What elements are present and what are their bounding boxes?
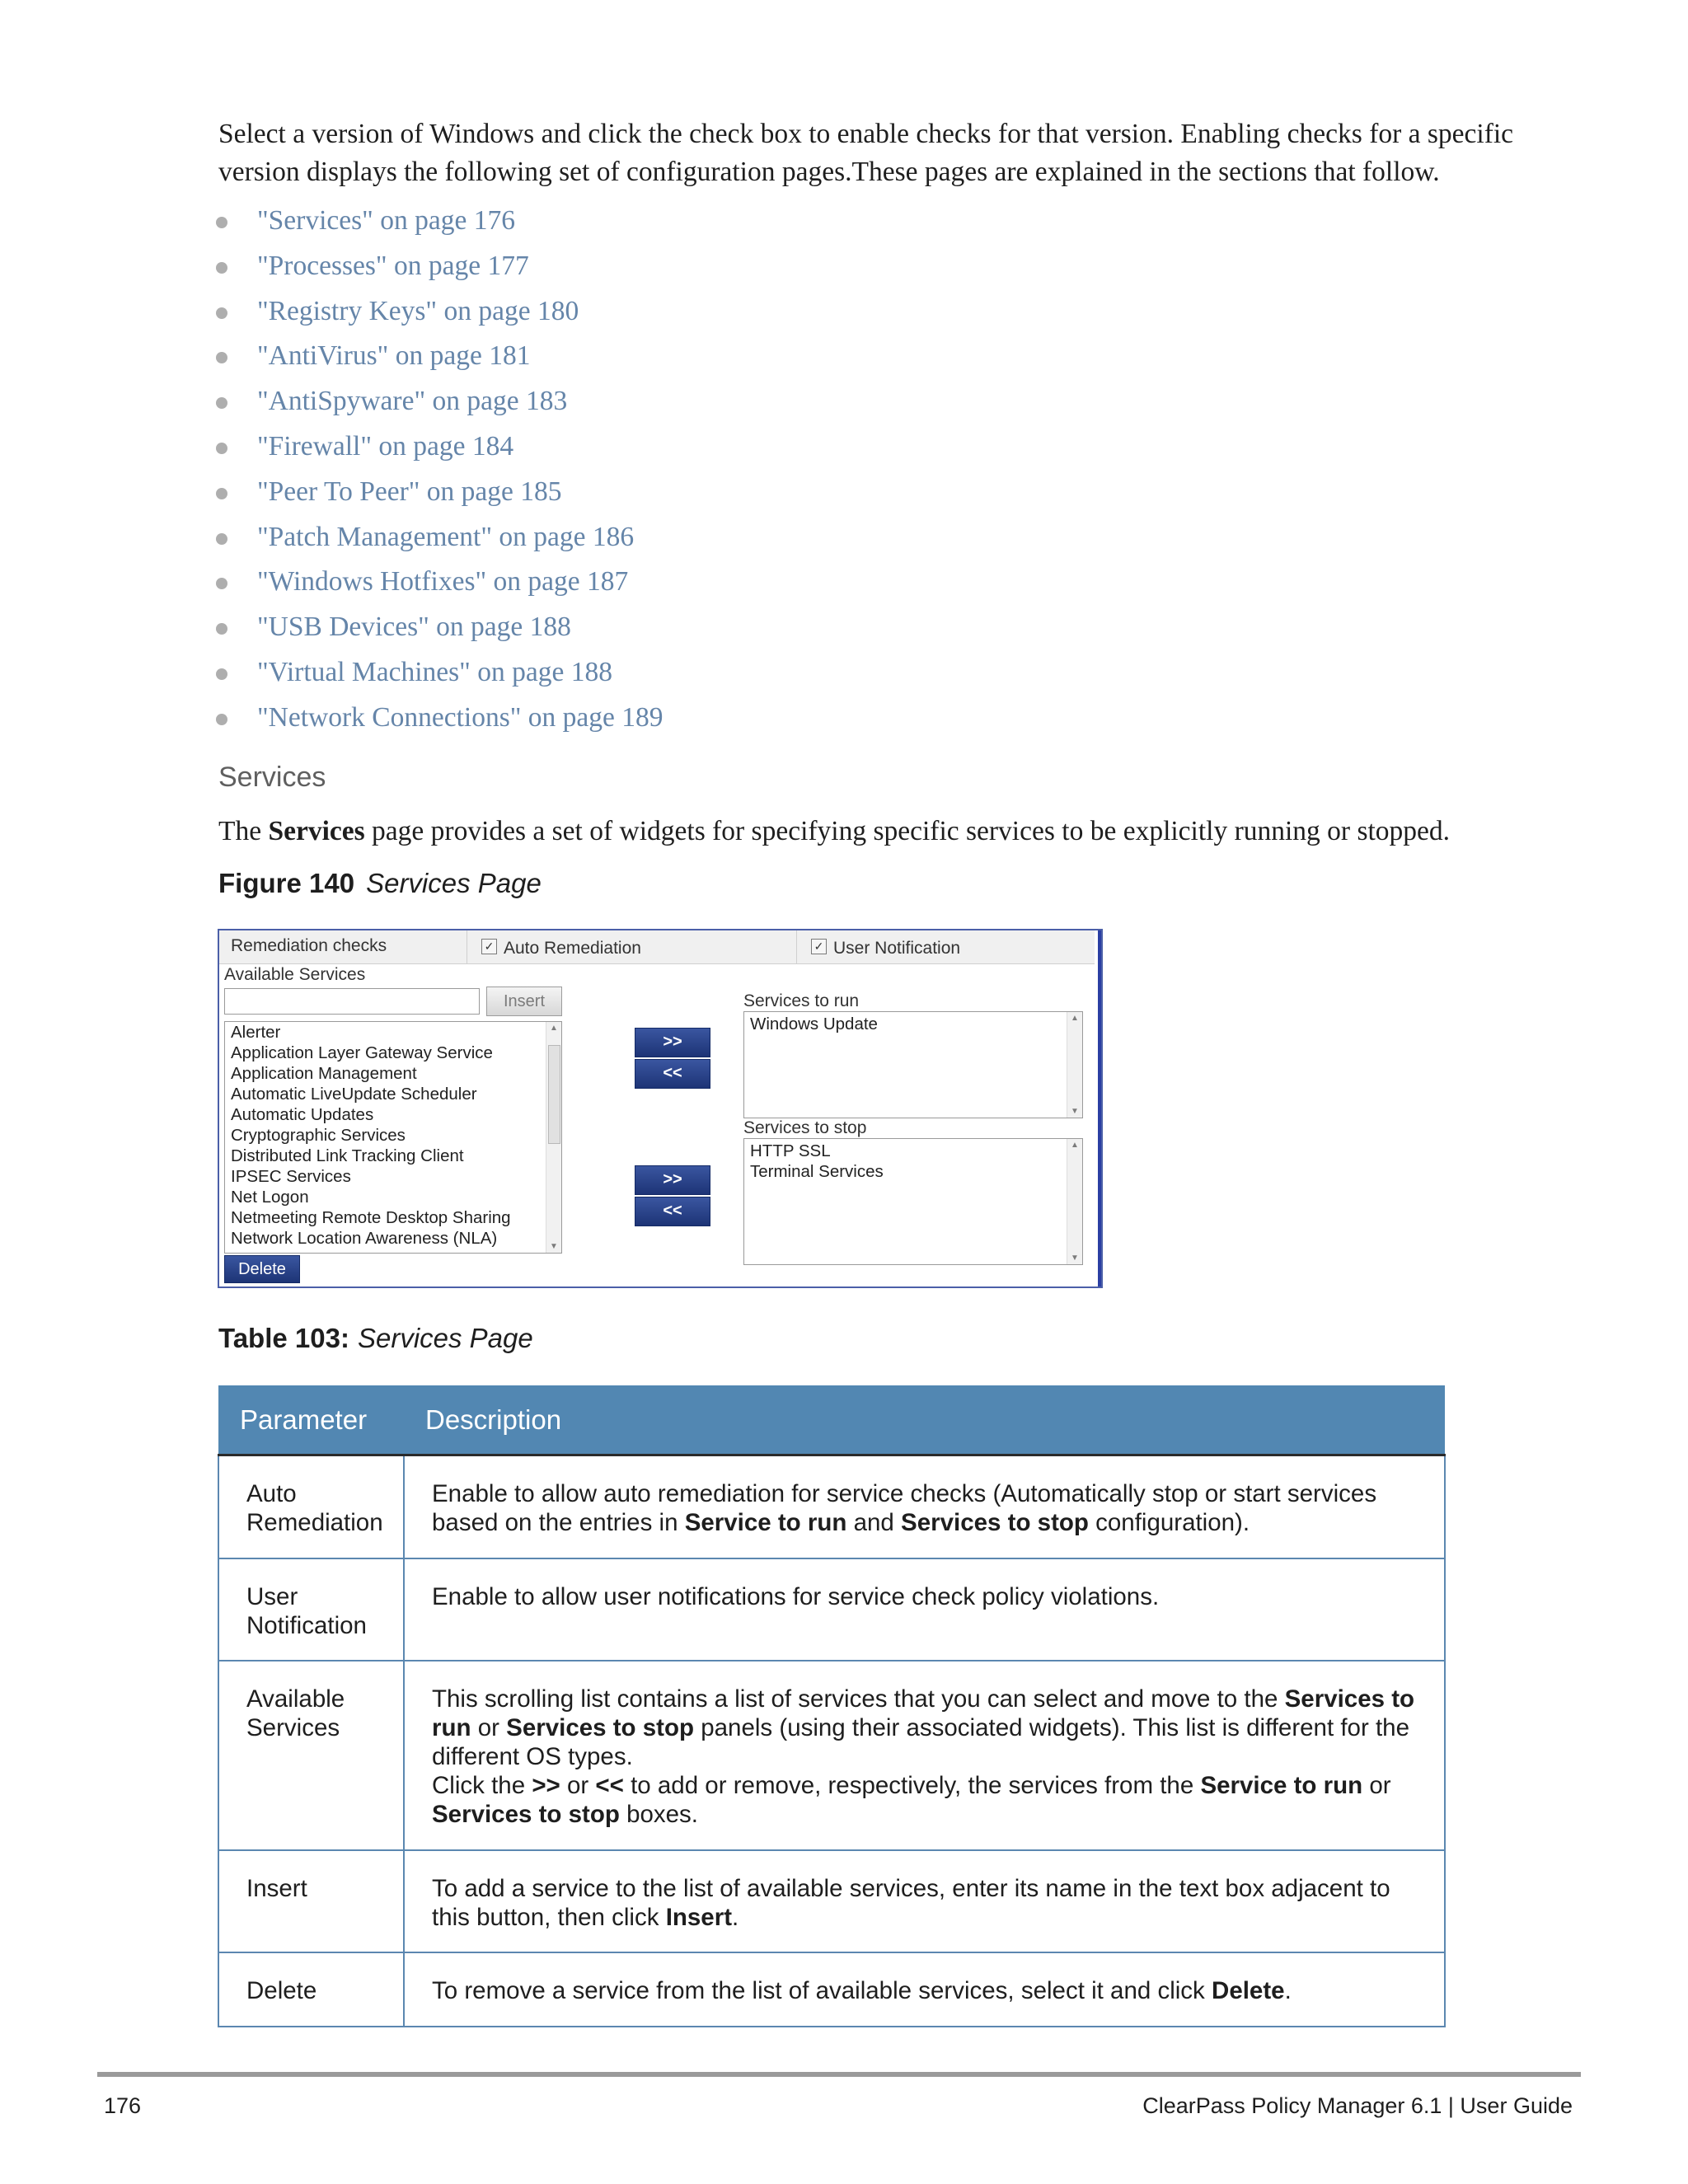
table-row bbox=[218, 1455, 1445, 1558]
intro-paragraph: Select a version of Windows and click the check box to enable checks for that version. Enabling checks for a specific version displays the following set of configuration pages.These pages are explained in the sections that follow. bbox=[218, 119, 1514, 187]
scroll-up-icon[interactable]: ▲ bbox=[1071, 1014, 1079, 1023]
link-processes[interactable]: "Processes" on page 177 bbox=[257, 250, 529, 281]
auto-remediation-label: Auto Remediation bbox=[504, 939, 641, 958]
add-to-run-button[interactable]: >> bbox=[635, 1028, 710, 1057]
description-column-header: Description bbox=[404, 1385, 1445, 1455]
bullet-icon bbox=[216, 488, 227, 499]
description-text: or bbox=[471, 1713, 507, 1741]
table-row bbox=[218, 1850, 1445, 1952]
link-registry-keys[interactable]: "Registry Keys" on page 180 bbox=[257, 295, 579, 326]
list-item[interactable]: Distributed Link Tracking Client bbox=[231, 1146, 464, 1165]
table-row bbox=[218, 1952, 1445, 2027]
description-text: to add or remove, respectively, the services from the bbox=[623, 1771, 1201, 1799]
table-row bbox=[218, 1661, 1445, 1850]
description-text: This scrolling list contains a list of services that you can select and move to the bbox=[432, 1685, 1285, 1713]
services-to-stop-label: Services to stop bbox=[743, 1118, 867, 1137]
scroll-down-icon[interactable]: ▼ bbox=[550, 1242, 558, 1251]
table-number: Table 103: bbox=[218, 1323, 349, 1353]
bullet-icon bbox=[216, 397, 227, 409]
parameter-cell: Available Services bbox=[218, 1661, 404, 1850]
table-body bbox=[218, 1455, 1445, 2027]
link-peer-to-peer[interactable]: "Peer To Peer" on page 185 bbox=[257, 476, 562, 507]
section-links-list bbox=[216, 202, 663, 744]
scroll-down-icon[interactable]: ▼ bbox=[1071, 1254, 1079, 1263]
delete-button[interactable]: Delete bbox=[224, 1255, 300, 1283]
new-service-input[interactable] bbox=[224, 988, 480, 1015]
bullet-icon bbox=[216, 443, 227, 454]
bold-term: Delete bbox=[1212, 1976, 1285, 2004]
description-text: boxes. bbox=[619, 1800, 699, 1828]
list-item[interactable]: Net Logon bbox=[231, 1188, 309, 1207]
list-scrollbar[interactable] bbox=[546, 1022, 561, 1253]
bold-term: Services to run bbox=[432, 1685, 1415, 1741]
list-item[interactable]: IPSEC Services bbox=[231, 1167, 351, 1186]
auto-remediation-checkbox[interactable]: ✓ bbox=[481, 939, 497, 954]
link-services[interactable]: "Services" on page 176 bbox=[257, 205, 515, 236]
description-cell bbox=[404, 1850, 1445, 1952]
link-item bbox=[216, 699, 663, 744]
list-scrollbar[interactable] bbox=[1067, 1012, 1082, 1118]
link-item bbox=[216, 473, 663, 518]
bold-term: Service to run bbox=[1200, 1771, 1363, 1799]
link-item bbox=[216, 563, 663, 608]
description-cell bbox=[404, 1952, 1445, 2027]
window-edge bbox=[1098, 930, 1101, 1286]
description-text: . bbox=[1284, 1976, 1292, 2004]
link-item bbox=[216, 382, 663, 428]
figure-caption bbox=[218, 868, 542, 899]
list-item[interactable]: Cryptographic Services bbox=[231, 1126, 406, 1145]
parameter-cell: Delete bbox=[218, 1952, 404, 2027]
link-usb-devices[interactable]: "USB Devices" on page 188 bbox=[257, 612, 571, 643]
bullet-icon bbox=[216, 714, 227, 725]
list-item[interactable]: Network Location Awareness (NLA) bbox=[231, 1229, 498, 1248]
table-row bbox=[218, 1558, 1445, 1661]
list-scrollbar[interactable] bbox=[1067, 1139, 1082, 1264]
parameter-cell: User Notification bbox=[218, 1558, 404, 1661]
link-antispyware[interactable]: "AntiSpyware" on page 183 bbox=[257, 386, 568, 417]
description-text: panels (using their associated widgets). This list is different for the different OS types. bbox=[432, 1713, 1409, 1770]
parameter-cell: Insert bbox=[218, 1850, 404, 1952]
link-network-connections[interactable]: "Network Connections" on page 189 bbox=[257, 701, 663, 733]
bold-term: Services to stop bbox=[432, 1800, 620, 1828]
bullet-icon bbox=[216, 533, 227, 545]
description-text: Click the bbox=[432, 1771, 532, 1799]
footer-title: ClearPass Policy Manager 6.1 | User Guide bbox=[1142, 2093, 1573, 2118]
scroll-up-icon[interactable]: ▲ bbox=[1071, 1141, 1079, 1150]
description-cell bbox=[404, 1661, 1445, 1850]
bullet-icon bbox=[216, 262, 227, 274]
bold-term: << bbox=[595, 1771, 624, 1799]
available-services-label: Available Services bbox=[224, 965, 366, 984]
scroll-up-icon[interactable]: ▲ bbox=[550, 1024, 558, 1033]
link-virtual-machines[interactable]: "Virtual Machines" on page 188 bbox=[257, 656, 612, 687]
page-number: 176 bbox=[104, 2093, 142, 2118]
remediation-checks-label: Remediation checks bbox=[231, 936, 387, 955]
description-text: . bbox=[732, 1903, 739, 1931]
description-text: Enable to allow auto remediation for service checks (Automatically stop or start services based on the entries in bbox=[432, 1480, 1377, 1536]
remove-from-stop-button[interactable]: << bbox=[635, 1197, 710, 1226]
add-to-stop-button[interactable]: >> bbox=[635, 1165, 710, 1195]
services-paragraph-bold: Services bbox=[268, 816, 365, 846]
table-title: Services Page bbox=[357, 1323, 533, 1353]
link-item bbox=[216, 608, 663, 654]
insert-button[interactable]: Insert bbox=[486, 987, 562, 1016]
list-item[interactable]: Automatic Updates bbox=[231, 1105, 374, 1124]
link-item bbox=[216, 293, 663, 338]
bold-term: >> bbox=[532, 1771, 560, 1799]
table-caption bbox=[218, 1323, 533, 1354]
bullet-icon bbox=[216, 352, 227, 363]
parameters-table bbox=[218, 1385, 1446, 2027]
description-text: Enable to allow user notifications for service check policy violations. bbox=[432, 1582, 1160, 1610]
list-item[interactable]: Windows Update bbox=[750, 1015, 878, 1033]
services-heading: Services bbox=[218, 762, 326, 793]
list-item[interactable]: Terminal Services bbox=[750, 1162, 884, 1181]
list-item[interactable]: HTTP SSL bbox=[750, 1141, 831, 1160]
user-notification-label: User Notification bbox=[833, 939, 961, 958]
bullet-icon bbox=[216, 307, 227, 319]
services-paragraph-lead: The bbox=[218, 816, 269, 846]
list-item[interactable]: Automatic LiveUpdate Scheduler bbox=[231, 1085, 477, 1104]
services-to-run-label: Services to run bbox=[743, 991, 860, 1010]
description-cell bbox=[404, 1455, 1445, 1558]
link-item bbox=[216, 428, 663, 473]
link-item bbox=[216, 654, 663, 699]
bold-term: Service to run bbox=[684, 1509, 847, 1536]
link-firewall[interactable]: "Firewall" on page 184 bbox=[257, 430, 514, 462]
services-paragraph-rest: page provides a set of widgets for specifying specific services to be explicitly running or stopped. bbox=[364, 816, 1451, 846]
list-item[interactable]: Application Management bbox=[231, 1064, 417, 1083]
list-item[interactable]: Netmeeting Remote Desktop Sharing bbox=[231, 1208, 511, 1227]
services-page-screenshot bbox=[218, 929, 1103, 1288]
remove-from-run-button[interactable]: << bbox=[635, 1059, 710, 1089]
description-text: To add a service to the list of available services, enter its name in the text box adjacent to this button, then click bbox=[432, 1874, 1390, 1931]
description-cell bbox=[404, 1558, 1445, 1661]
bold-term: Insert bbox=[665, 1903, 733, 1931]
description-text: or bbox=[560, 1771, 596, 1799]
list-item[interactable]: Application Layer Gateway Service bbox=[231, 1043, 493, 1062]
link-patch-management[interactable]: "Patch Management" on page 186 bbox=[257, 521, 635, 552]
bullet-icon bbox=[216, 217, 227, 228]
description-text: configuration). bbox=[1088, 1509, 1250, 1536]
description-text: or bbox=[1362, 1771, 1391, 1799]
link-item bbox=[216, 202, 663, 247]
bullet-icon bbox=[216, 623, 227, 635]
figure-title: Services Page bbox=[366, 868, 542, 898]
services-to-run-list[interactable] bbox=[743, 1011, 1083, 1118]
available-services-list[interactable] bbox=[224, 1021, 562, 1254]
bold-term: Services to stop bbox=[901, 1509, 1089, 1536]
link-item bbox=[216, 247, 663, 293]
services-to-stop-list[interactable] bbox=[743, 1138, 1083, 1265]
description-text: To remove a service from the list of available services, select it and click bbox=[432, 1976, 1212, 2004]
parameter-cell: Auto Remediation bbox=[218, 1455, 404, 1558]
parameter-column-header: Parameter bbox=[218, 1385, 404, 1455]
list-item[interactable]: Alerter bbox=[231, 1023, 281, 1042]
description-text: and bbox=[846, 1509, 902, 1536]
bullet-icon bbox=[216, 668, 227, 680]
table-header-row bbox=[218, 1385, 1445, 1455]
link-item bbox=[216, 337, 663, 382]
scroll-thumb[interactable] bbox=[548, 1045, 560, 1144]
link-item bbox=[216, 518, 663, 564]
user-notification-checkbox[interactable]: ✓ bbox=[811, 939, 827, 954]
link-antivirus[interactable]: "AntiVirus" on page 181 bbox=[257, 340, 531, 372]
scroll-down-icon[interactable]: ▼ bbox=[1071, 1107, 1079, 1116]
link-windows-hotfixes[interactable]: "Windows Hotfixes" on page 187 bbox=[257, 566, 629, 598]
services-paragraph bbox=[218, 813, 1620, 851]
figure-number: Figure 140 bbox=[218, 868, 355, 898]
bullet-icon bbox=[216, 578, 227, 589]
column-divider bbox=[796, 930, 797, 963]
bold-term: Services to stop bbox=[506, 1713, 695, 1741]
footer-rule bbox=[97, 2072, 1581, 2077]
